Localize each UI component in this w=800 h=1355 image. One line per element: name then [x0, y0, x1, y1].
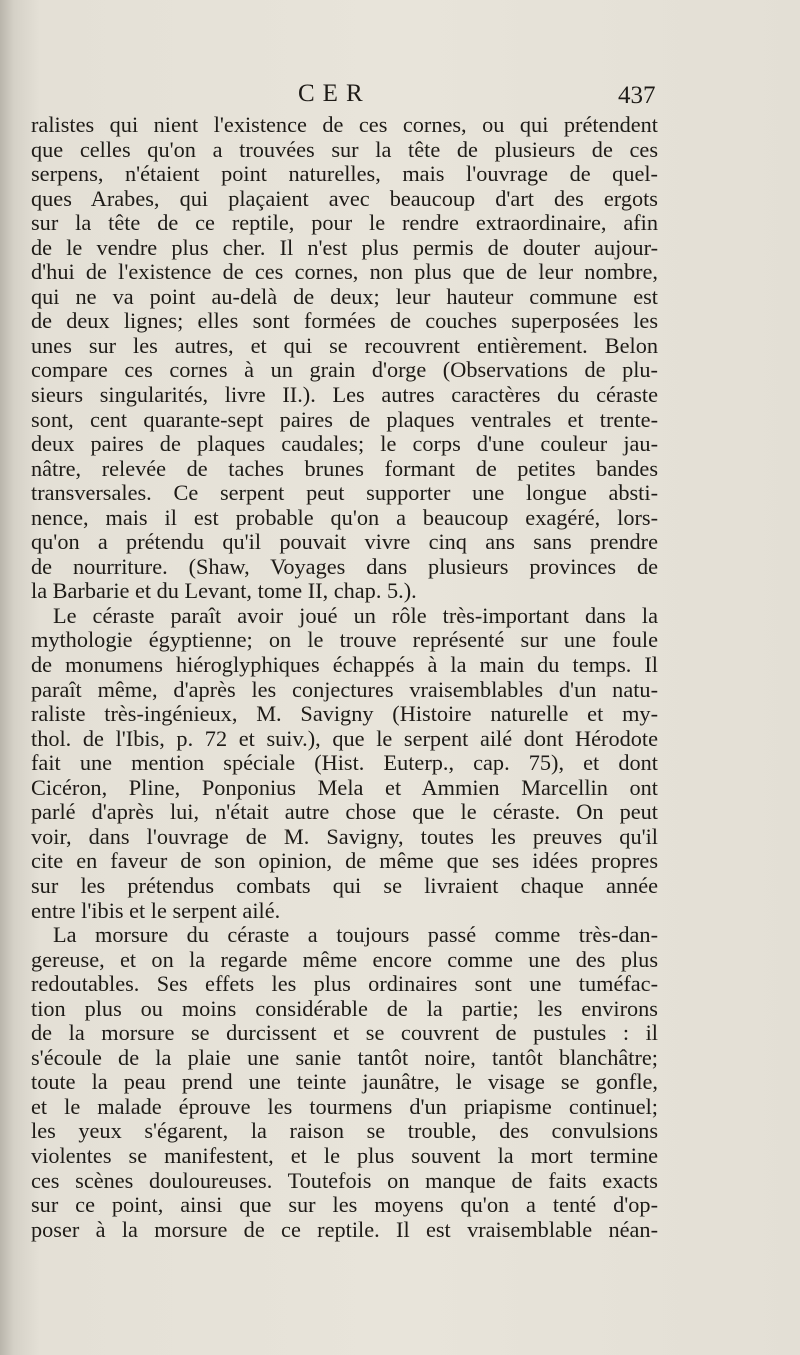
text-line: nâtre, relevée de taches brunes formant de petites bandes	[31, 455, 658, 481]
text-line: serpens, n'étaient point naturelles, mais l'ouvrage de quel-	[31, 161, 658, 187]
text-line: Le céraste paraît avoir joué un rôle très-important dans la	[53, 602, 658, 628]
text-line: sur ce point, ainsi que sur les moyens qu'on a tenté d'op-	[31, 1192, 658, 1218]
text-line: sont, cent quarante-sept paires de plaques ventrales et trente-	[31, 406, 658, 432]
text-line: voir, dans l'ouvrage de M. Savigny, toutes les preuves qu'il	[31, 823, 658, 849]
text-line: de deux lignes; elles sont formées de couches superposées les	[31, 308, 658, 334]
text-line: qu'on a prétendu qu'il pouvait vivre cinq ans sans prendre	[31, 529, 658, 555]
text-line: transversales. Ce serpent peut supporter une longue absti-	[31, 480, 658, 506]
text-line: gereuse, et on la regarde même encore comme une des plus	[31, 946, 658, 972]
text-line: unes sur les autres, et qui se recouvrent entièrement. Belon	[31, 332, 658, 358]
text-line: de le vendre plus cher. Il n'est plus permis de douter aujour-	[31, 234, 658, 260]
text-line: de nourriture. (Shaw, Voyages dans plusieurs provinces de	[31, 553, 658, 579]
text-line: poser à la morsure de ce reptile. Il est vraisemblable néan-	[31, 1216, 658, 1242]
text-line: parlé d'après lui, n'était autre chose que le céraste. On peut	[31, 799, 658, 825]
text-line: compare ces cornes à un grain d'orge (Observations de plu-	[31, 357, 658, 383]
text-line: paraît même, d'après les conjectures vraisemblables d'un natu-	[31, 676, 658, 702]
text-line: sur les prétendus combats qui se livraient chaque année	[31, 872, 658, 898]
text-line: deux paires de plaques caudales; le corps d'une couleur jau-	[31, 431, 658, 457]
text-line: d'hui de l'existence de ces cornes, non plus que de leur nombre,	[31, 259, 658, 285]
text-line: ralistes qui nient l'existence de ces cornes, ou qui prétendent	[31, 112, 658, 137]
text-line: que celles qu'on a trouvées sur la tête de plusieurs de ces	[31, 136, 658, 162]
text-line: de monumens hiéroglyphiques échappés à la main du temps. Il	[31, 652, 658, 678]
text-line: cite en faveur de son opinion, de même que ses idées propres	[31, 848, 658, 874]
text-line: redoutables. Ses effets les plus ordinaires sont une tuméfac-	[31, 971, 658, 997]
text-line: entre l'ibis et le serpent ailé.	[31, 897, 281, 923]
paragraph	[31, 113, 658, 604]
text-line: ques Arabes, qui plaçaient avec beaucoup d'art des ergots	[31, 185, 658, 211]
text-line: Cicéron, Pline, Ponponius Mela et Ammien Marcellin ont	[31, 774, 658, 800]
text-line: s'écoule de la plaie une sanie tantôt noire, tantôt blanchâtre;	[31, 1044, 658, 1070]
page-number: 437	[618, 82, 656, 109]
paragraph	[31, 923, 658, 1242]
page-header	[0, 80, 800, 110]
body-text	[31, 113, 658, 1242]
text-line: la Barbarie et du Levant, tome II, chap. 5.).	[31, 578, 417, 604]
text-line: tion plus ou moins considérable de la partie; les environs	[31, 995, 658, 1021]
text-line: fait une mention spéciale (Hist. Euterp., cap. 75), et dont	[31, 750, 658, 776]
paragraph	[31, 604, 658, 923]
text-line: sur la tête de ce reptile, pour le rendre extraordinaire, afin	[31, 210, 658, 236]
text-line: toute la peau prend une teinte jaunâtre, le visage se gonfle,	[31, 1069, 658, 1095]
running-head: CER	[298, 80, 371, 107]
text-line: de la morsure se durcissent et se couvrent de pustules : il	[31, 1020, 658, 1046]
text-line: sieurs singularités, livre II.). Les autres caractères du céraste	[31, 382, 658, 408]
text-line: mythologie égyptienne; on le trouve représenté sur une foule	[31, 627, 658, 653]
text-line: ces scènes douloureuses. Toutefois on manque de faits exacts	[31, 1167, 658, 1193]
text-line: thol. de l'Ibis, p. 72 et suiv.), que le serpent ailé dont Hérodote	[31, 725, 658, 751]
text-line: violentes se manifestent, et le plus souvent la mort termine	[31, 1142, 658, 1168]
text-line: nence, mais il est probable qu'on a beaucoup exagéré, lors-	[31, 504, 658, 530]
text-line: raliste très-ingénieux, M. Savigny (Histoire naturelle et my-	[31, 701, 658, 727]
text-line: et le malade éprouve les tourmens d'un priapisme continuel;	[31, 1093, 658, 1119]
text-line: qui ne va point au-delà de deux; leur hauteur commune est	[31, 283, 658, 309]
text-line: les yeux s'égarent, la raison se trouble, des convulsions	[31, 1118, 658, 1144]
text-line: La morsure du céraste a toujours passé comme très-dan-	[53, 922, 658, 948]
